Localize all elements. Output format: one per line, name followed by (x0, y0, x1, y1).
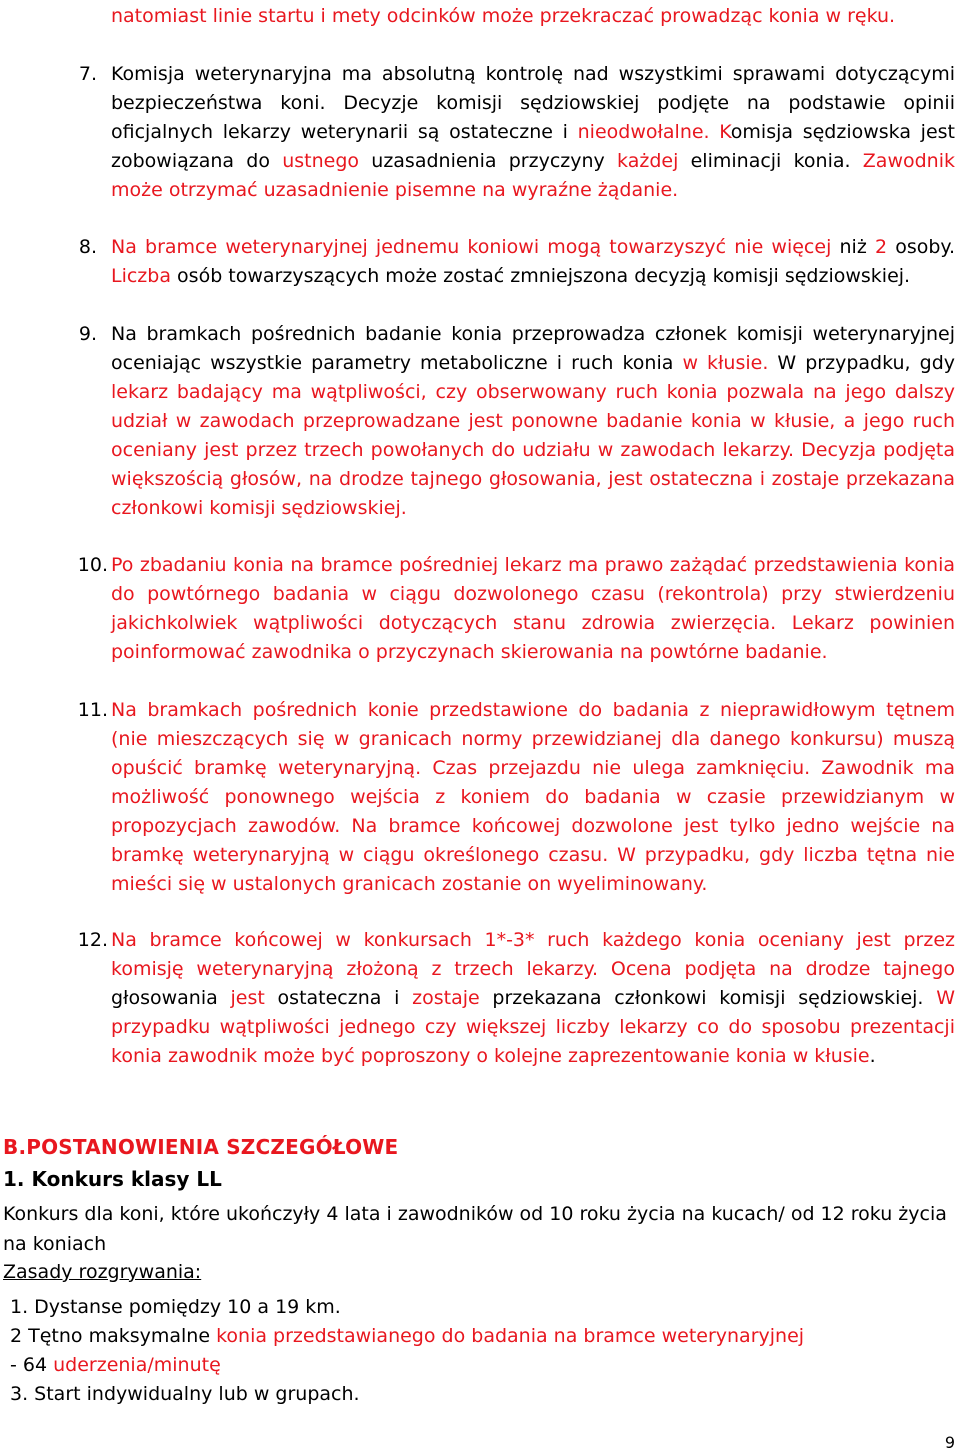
highlighted-text: 2 (874, 236, 888, 258)
rule-item (10, 1293, 341, 1322)
subsection-title: 1. Konkurs klasy LL (3, 1167, 222, 1191)
text-run: głosowania (111, 987, 231, 1009)
rules-heading: Zasady rozgrywania: (3, 1261, 202, 1283)
highlighted-text: w kłusie. (682, 352, 769, 374)
text-run: eliminacji konia. (678, 150, 863, 172)
highlighted-text: Zawodnik może otrzymać uzasadnienie pisemne na wyraźne żądanie. (111, 150, 955, 201)
highlighted-text: każdej (617, 150, 679, 172)
highlighted-text: K (719, 121, 731, 143)
rule-item (10, 1380, 360, 1409)
page-number: 9 (944, 1433, 955, 1452)
highlighted-text: jest (230, 987, 265, 1009)
item-number: 8. (78, 236, 97, 258)
text-run: . (869, 1045, 876, 1067)
item-number: 9. (78, 323, 97, 345)
highlighted-text: Na bramce weterynaryjnej jednemu koniowi mogą towarzyszyć nie więcej (111, 236, 832, 258)
highlighted-text: W przypadku wątpliwości jednego czy większej liczby lekarzy co do sposobu prezentacji konia zawodnik może być poproszony o kolejne zaprezentowanie konia w kłusie (111, 987, 955, 1067)
item-number: 7. (78, 63, 97, 85)
highlighted-text: konia przedstawianego do badania na bramce weterynaryjnej (216, 1325, 805, 1347)
text-run (710, 121, 720, 143)
text-run: Na bramkach pośrednich badanie konia przeprowadza członek komisji weterynaryjnej oceniając wszystkie parametry metaboliczne i ruch konia (111, 323, 955, 374)
highlighted-text: Po zbadaniu konia na bramce pośredniej lekarz ma prawo zażądać przedstawienia konia do powtórnego badania w ciągu dozwolonego czasu (rekontrola) przy stwierdzeniu jakichkolwiek wątpliwości dotyczących stanu zdrowia zwierzęcia. Lekarz powinien poinformować zawodnika o przyczynach skierowania na powtórne badanie. (111, 554, 955, 663)
highlighted-text: uderzenia/minutę (53, 1354, 221, 1376)
item-number: 10. (77, 554, 108, 576)
text-run: przekazana członkowi komisji sędziowskiej. (479, 987, 937, 1009)
item-text (111, 320, 955, 523)
text-run: 1. Dystanse pomiędzy 10 a 19 km. (10, 1296, 341, 1318)
text-run: 3. Start indywidualny lub w grupach. (10, 1383, 360, 1405)
text-run: niż (831, 236, 875, 258)
text-run: osoby. (887, 236, 956, 258)
highlighted-text: nieodwołalne. (577, 121, 710, 143)
text-run: uzasadnienia przyczyny (359, 150, 618, 172)
item-text (111, 926, 955, 1071)
text-run: W przypadku, gdy (768, 352, 955, 374)
intro-paragraph: Konkurs dla koni, które ukończyły 4 lata i zawodników od 10 roku życia na kucach/ od 12 roku życia na koniach (3, 1203, 947, 1255)
text-run: ostateczna i (264, 987, 413, 1009)
item-number: 12. (77, 929, 108, 951)
highlighted-text: zostaje (412, 987, 480, 1009)
text-run: 2 Tętno maksymalne (10, 1325, 217, 1347)
rule-item (10, 1351, 221, 1380)
text-run: osób towarzyszących może zostać zmniejszona decyzją komisji sędziowskiej. (171, 265, 911, 287)
rule-item (10, 1322, 804, 1351)
highlighted-text: Na bramce końcowej w konkursach 1*-3* ruch każdego konia oceniany jest przez komisję weterynaryjną złożoną z trzech lekarzy. Ocena podjęta na drodze tajnego (111, 929, 955, 980)
item-text (111, 696, 955, 899)
text-run: - 64 (10, 1354, 54, 1376)
item-number: 11. (77, 699, 108, 721)
highlighted-text: Liczba (111, 265, 171, 287)
highlighted-text: ustnego (282, 150, 360, 172)
text-run: Komisja weterynaryjna ma absolutną kontrolę nad wszystkimi sprawami dotyczącymi bezpieczeństwa koni. Decyzje komisji sędziowskiej podjęte na podstawie opinii oficjalnych lekarzy weterynarii są ostateczne i (111, 63, 955, 143)
highlighted-text: lekarz badający ma wątpliwości, czy obserwowany ruch konia pozwala na jego dalszy udział w zawodach przeprowadzane jest ponowne badanie konia w kłusie, a jego ruch oceniany jest przez trzech powołanych do udziału w zawodach lekarzy. Decyzja podjęta większością głosów, na drodze tajnego głosowania, jest ostateczna i zostaje przekazana członkowi komisji sędziowskiej. (111, 381, 955, 519)
continuation-text: natomiast linie startu i mety odcinków może przekraczać prowadząc konia w ręku. (111, 5, 896, 27)
highlighted-text: Na bramkach pośrednich konie przedstawione do badania z nieprawidłowym tętnem (nie mieszczących się w granicach normy przewidzianej dla danego konkursu) muszą opuścić bramkę weterynaryjną. Czas przejazdu nie ulega zamknięciu. Zawodnik ma możliwość ponownego wejścia z koniem do badania w czasie przewidzianym w propozycjach zawodów. Na bramce końcowej dozwolone jest tylko jedno wejście na bramkę weterynaryjną w ciągu określonego czasu. W przypadku, gdy liczba tętna nie mieści się w ustalonych granicach zostanie on wyeliminowany. (111, 699, 955, 895)
item-text (111, 60, 955, 205)
text-run: omisja sędziowska jest zobowiązana do (111, 121, 955, 172)
section-title: B.POSTANOWIENIA SZCZEGÓŁOWE (3, 1135, 399, 1159)
item-text (111, 551, 955, 667)
item-text (111, 233, 955, 291)
